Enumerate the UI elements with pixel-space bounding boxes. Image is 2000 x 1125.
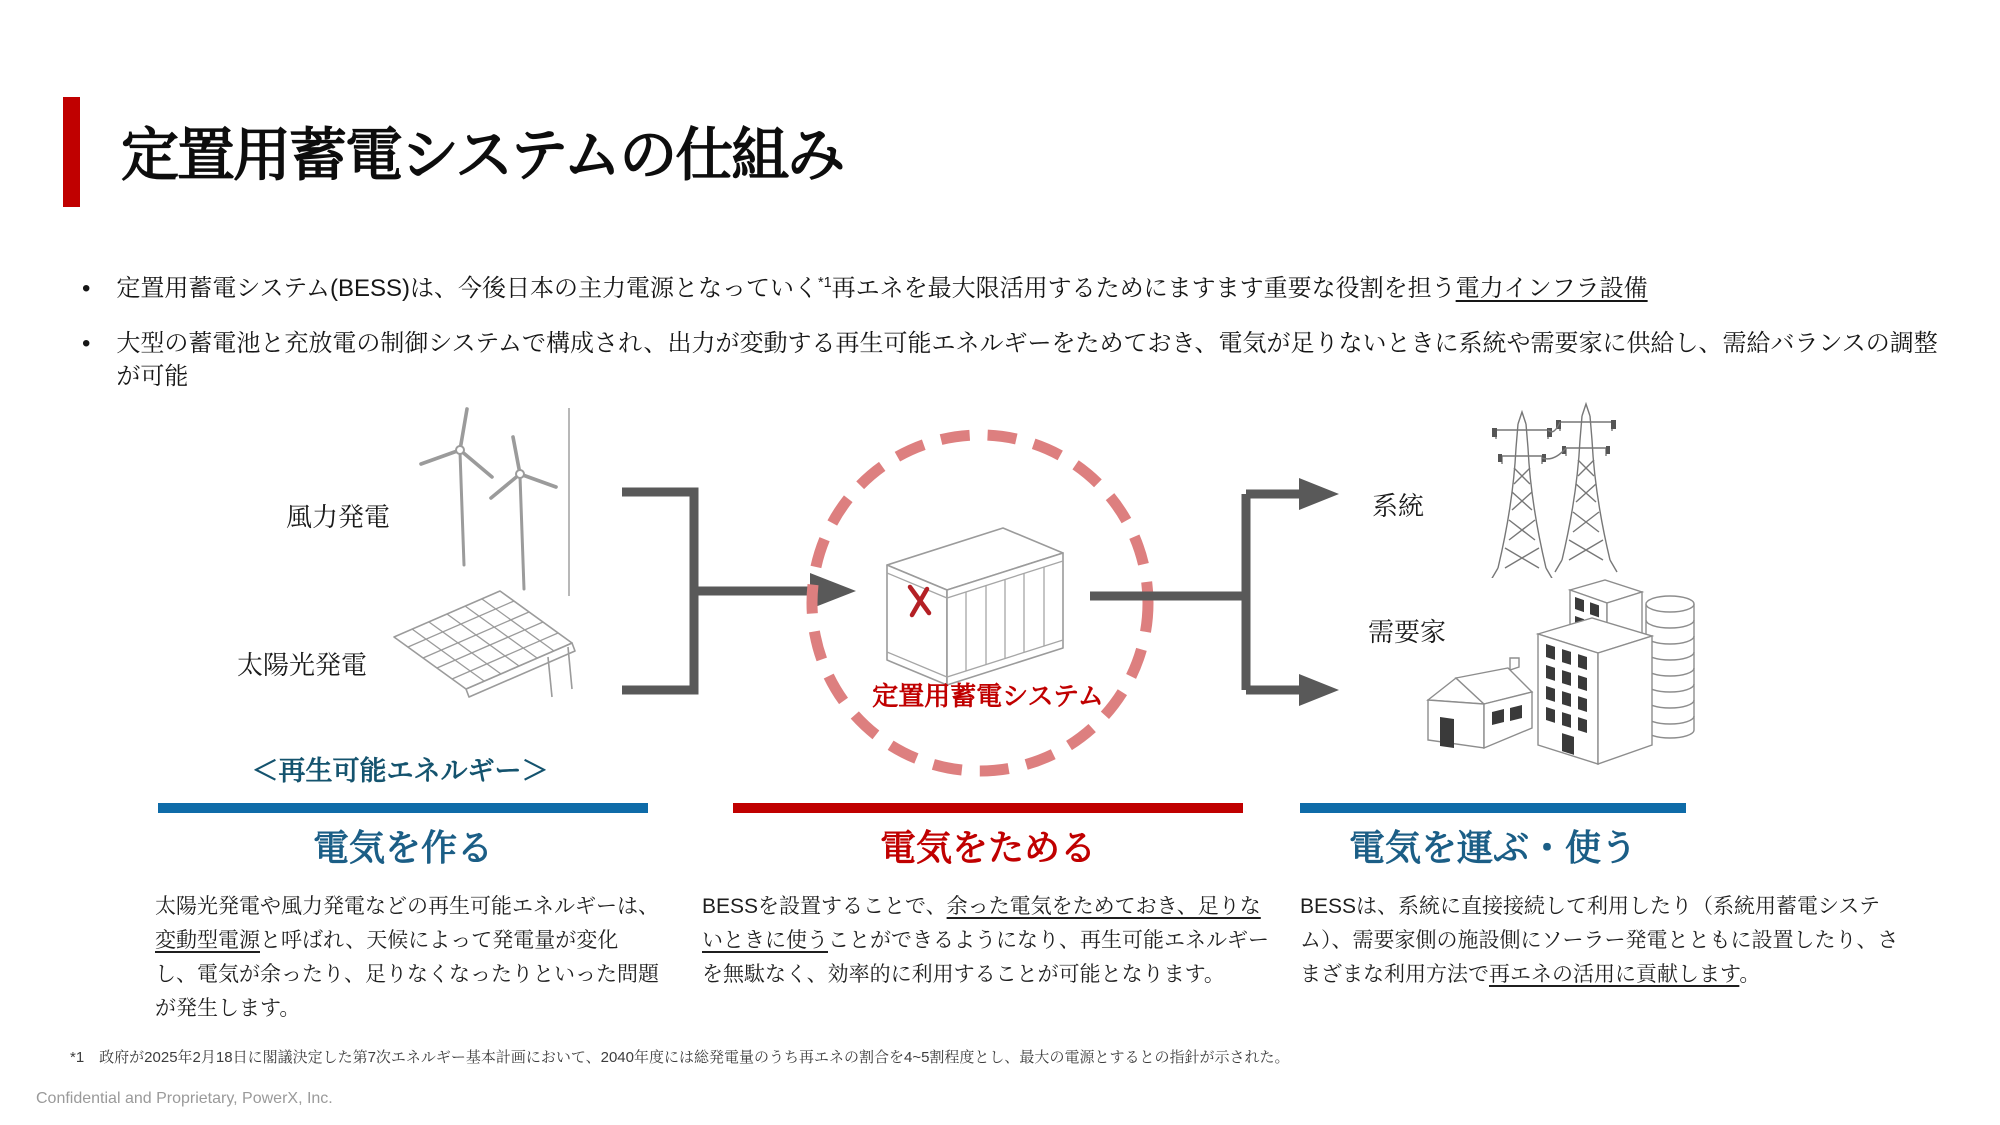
col-body-make: 太陽光発電や風力発電などの再生可能エネルギーは、変動型電源と呼ばれ、天候によって発電量が変化し、電気が余ったり、足りなくなったりといった問題が発生します。 (155, 895, 659, 1021)
divider-line (568, 408, 570, 596)
bullet-list (78, 272, 1938, 415)
page-title: 定置用蓄電システムの仕組み (121, 123, 844, 188)
col-heading-deliver: 電気を運ぶ・使う (1348, 827, 1637, 868)
col-heading-store: 電気をためる (879, 827, 1096, 868)
col-divider-make (158, 803, 648, 813)
confidential-notice: Confidential and Proprietary, PowerX, Inc. (36, 1090, 333, 1107)
bullet-text: • 定置用蓄電システム(BESS)は、今後日本の主力電源となっていく$^{*1}$再エネを最大限活用するためにますます重要な役割を担う電力インフラ設備 (116, 275, 1648, 302)
col-body-deliver: BESSは、系統に直接接続して利用したり（系統用蓄電システム）、需要家側の施設側にソーラー発電とともに設置したり、さまざまな利用方法で再エネの活用に貢献します。 (1300, 895, 1899, 987)
col-body-store: BESSを設置することで、余った電気をためておき、足りないときに使うことができるようになり、再生可能エネルギーを無駄なく、効率的に利用することが可能となります。 (702, 895, 1269, 987)
solar-label: 太陽光発電 (237, 650, 368, 680)
col-divider-store (733, 803, 1243, 813)
bullet-item (78, 272, 1938, 306)
bullet-item (78, 327, 1938, 394)
grid-label: 系統 (1372, 491, 1425, 521)
solar-panel-icon (382, 585, 582, 745)
wind-label: 風力発電 (286, 502, 391, 532)
renewable-label: ＜再生可能エネルギー＞ (251, 756, 549, 786)
wind-turbines-icon (408, 402, 570, 597)
consumer-buildings-icon (1420, 572, 1700, 770)
col-divider-deliver (1300, 803, 1686, 813)
col-heading-make: 電気を作る (312, 827, 493, 868)
transmission-towers-icon (1480, 398, 1632, 578)
bullet-text: • 大型の蓄電池と充放電の制御システムで構成され、出力が変動する再生可能エネルギーをためておき、電気が足りないときに系統や需要家に供給し、需給バランスの調整が可能 (116, 329, 1938, 391)
consumer-label: 需要家 (1368, 617, 1447, 647)
bess-label: 定置用蓄電システム (872, 681, 1104, 711)
title-accent-bar (63, 97, 80, 207)
footnote: *1 政府が2025年2月18日に閣議決定した第7次エネルギー基本計画において、2040年度には総発電量のうち再エネの割合を4~5割程度とし、最大の電源とするとの指針が示された。 (70, 1049, 1290, 1066)
split-arrows (1088, 478, 1343, 713)
